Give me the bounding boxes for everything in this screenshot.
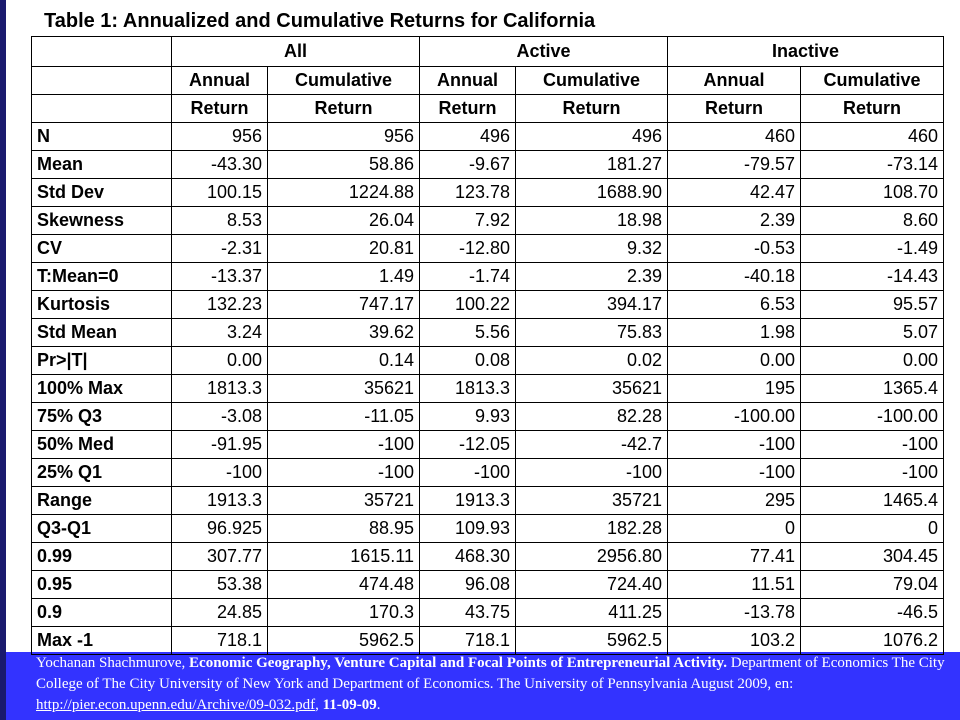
table-cell: 0 — [668, 515, 801, 543]
table-cell: 5962.5 — [516, 627, 668, 655]
subheader-return: Return — [172, 95, 268, 123]
table-cell: 2.39 — [516, 263, 668, 291]
table-cell: -100.00 — [668, 403, 801, 431]
subheader-return: Return — [516, 95, 668, 123]
table-cell: -100 — [420, 459, 516, 487]
table-cell: -100 — [668, 459, 801, 487]
group-header-inactive: Inactive — [668, 37, 944, 67]
table-cell: 79.04 — [801, 571, 944, 599]
table-row — [32, 291, 944, 319]
group-header-active: Active — [420, 37, 668, 67]
table-cell: 1615.11 — [268, 543, 420, 571]
table-cell: 747.17 — [268, 291, 420, 319]
subheader-row-1 — [32, 67, 944, 95]
table-row — [32, 515, 944, 543]
row-label: 75% Q3 — [32, 403, 172, 431]
table-cell: 170.3 — [268, 599, 420, 627]
subheader-return: Return — [420, 95, 516, 123]
table-cell: -12.05 — [420, 431, 516, 459]
table-body — [32, 123, 944, 655]
row-label: Skewness — [32, 207, 172, 235]
table-cell: 88.95 — [268, 515, 420, 543]
table-cell: -100.00 — [801, 403, 944, 431]
table-cell: 1913.3 — [420, 487, 516, 515]
table-cell: 718.1 — [420, 627, 516, 655]
table-cell: 5962.5 — [268, 627, 420, 655]
table-cell: 18.98 — [516, 207, 668, 235]
subheader-return: Return — [268, 95, 420, 123]
table-cell: 411.25 — [516, 599, 668, 627]
table-cell: 0.00 — [668, 347, 801, 375]
table-cell: 1913.3 — [172, 487, 268, 515]
table-cell: 394.17 — [516, 291, 668, 319]
group-header-row — [32, 37, 944, 67]
table-row — [32, 403, 944, 431]
table-cell: -40.18 — [668, 263, 801, 291]
table-cell: 5.07 — [801, 319, 944, 347]
table-cell: 195 — [668, 375, 801, 403]
row-label: Pr>|T| — [32, 347, 172, 375]
table-cell: 181.27 — [516, 151, 668, 179]
table-row — [32, 599, 944, 627]
subheader-annual: Annual — [668, 67, 801, 95]
table-cell: 9.32 — [516, 235, 668, 263]
row-label: Std Mean — [32, 319, 172, 347]
table-row — [32, 459, 944, 487]
row-label: 0.99 — [32, 543, 172, 571]
table-cell: 1813.3 — [172, 375, 268, 403]
citation-affiliation: Department of Economics The City College of The City University of New York and Department of Economics. The University of Pennsylvania August 2009, en: — [36, 655, 945, 692]
table-cell: 468.30 — [420, 543, 516, 571]
row-label: 25% Q1 — [32, 459, 172, 487]
subheader-cumulative: Cumulative — [801, 67, 944, 95]
table-cell: 1.98 — [668, 319, 801, 347]
table-cell: 109.93 — [420, 515, 516, 543]
table-row — [32, 347, 944, 375]
table-cell: 724.40 — [516, 571, 668, 599]
table-cell: 1076.2 — [801, 627, 944, 655]
table-cell: 108.70 — [801, 179, 944, 207]
subheader-row-2 — [32, 95, 944, 123]
table-cell: -3.08 — [172, 403, 268, 431]
table-cell: 100.22 — [420, 291, 516, 319]
table-row — [32, 123, 944, 151]
table-cell: 8.60 — [801, 207, 944, 235]
row-label: 100% Max — [32, 375, 172, 403]
table-cell: 132.23 — [172, 291, 268, 319]
subheader-return: Return — [668, 95, 801, 123]
table-cell: -91.95 — [172, 431, 268, 459]
table-cell: -100 — [668, 431, 801, 459]
row-label: 0.95 — [32, 571, 172, 599]
table-row — [32, 263, 944, 291]
table-cell: -43.30 — [172, 151, 268, 179]
row-label: T:Mean=0 — [32, 263, 172, 291]
subheader-return: Return — [801, 95, 944, 123]
table-cell: 1813.3 — [420, 375, 516, 403]
table-cell: 35621 — [516, 375, 668, 403]
table-row — [32, 431, 944, 459]
table-cell: 956 — [268, 123, 420, 151]
table-row — [32, 571, 944, 599]
row-label: Max -1 — [32, 627, 172, 655]
row-label: 0.9 — [32, 599, 172, 627]
corner-cell — [32, 95, 172, 123]
subheader-annual: Annual — [420, 67, 516, 95]
citation-paper-title: Economic Geography, Venture Capital and Focal Points of Entrepreneurial Activity. — [189, 655, 727, 671]
table-cell: 5.56 — [420, 319, 516, 347]
table-cell: 0.14 — [268, 347, 420, 375]
table-row — [32, 151, 944, 179]
table-cell: 96.925 — [172, 515, 268, 543]
table-cell: 39.62 — [268, 319, 420, 347]
table-cell: 103.2 — [668, 627, 801, 655]
row-label: Q3-Q1 — [32, 515, 172, 543]
table-cell: 95.57 — [801, 291, 944, 319]
table-cell: 182.28 — [516, 515, 668, 543]
row-label: 50% Med — [32, 431, 172, 459]
table-cell: -12.80 — [420, 235, 516, 263]
table-row — [32, 207, 944, 235]
table-cell: 460 — [801, 123, 944, 151]
table-cell: 0.00 — [172, 347, 268, 375]
table-cell: 53.38 — [172, 571, 268, 599]
table-cell: 58.86 — [268, 151, 420, 179]
row-label: Mean — [32, 151, 172, 179]
table-row — [32, 543, 944, 571]
corner-cell — [32, 67, 172, 95]
table-cell: 718.1 — [172, 627, 268, 655]
table-cell: 35721 — [516, 487, 668, 515]
table-cell: 1688.90 — [516, 179, 668, 207]
table-cell: 35721 — [268, 487, 420, 515]
table-cell: 43.75 — [420, 599, 516, 627]
table-cell: 123.78 — [420, 179, 516, 207]
table-cell: -100 — [801, 459, 944, 487]
table-cell: 295 — [668, 487, 801, 515]
table-cell: 100.15 — [172, 179, 268, 207]
table-cell: 0.08 — [420, 347, 516, 375]
group-header-all: All — [172, 37, 420, 67]
table-cell: 304.45 — [801, 543, 944, 571]
row-label: Range — [32, 487, 172, 515]
table-cell: -1.74 — [420, 263, 516, 291]
table-cell: -100 — [268, 459, 420, 487]
table-cell: -42.7 — [516, 431, 668, 459]
table-cell: -46.5 — [801, 599, 944, 627]
table-cell: -14.43 — [801, 263, 944, 291]
subheader-cumulative: Cumulative — [268, 67, 420, 95]
row-label: Kurtosis — [32, 291, 172, 319]
table-cell: -13.37 — [172, 263, 268, 291]
row-label: Std Dev — [32, 179, 172, 207]
table-cell: -13.78 — [668, 599, 801, 627]
subheader-annual: Annual — [172, 67, 268, 95]
table-cell: -11.05 — [268, 403, 420, 431]
table-cell: 307.77 — [172, 543, 268, 571]
table-row — [32, 375, 944, 403]
table-cell: 42.47 — [668, 179, 801, 207]
table-cell: 9.93 — [420, 403, 516, 431]
table-panel — [6, 0, 960, 652]
table-cell: 460 — [668, 123, 801, 151]
citation-author: Yochanan Shachmurove, — [36, 655, 186, 671]
table-cell: 35621 — [268, 375, 420, 403]
table-cell: 20.81 — [268, 235, 420, 263]
citation-date: 11-09-09 — [322, 697, 377, 713]
table-cell: 956 — [172, 123, 268, 151]
table-cell: -79.57 — [668, 151, 801, 179]
table-cell: 1365.4 — [801, 375, 944, 403]
table-cell: 75.83 — [516, 319, 668, 347]
table-title: Table 1: Annualized and Cumulative Returns for California — [44, 10, 596, 32]
table-cell: 0.00 — [801, 347, 944, 375]
citation-link[interactable]: http://pier.econ.upenn.edu/Archive/09-032.pdf — [36, 697, 316, 713]
table-cell: -73.14 — [801, 151, 944, 179]
citation-footer — [36, 653, 956, 716]
subheader-cumulative: Cumulative — [516, 67, 668, 95]
table-cell: 474.48 — [268, 571, 420, 599]
table-row — [32, 487, 944, 515]
table-cell: -100 — [516, 459, 668, 487]
table-cell: -2.31 — [172, 235, 268, 263]
corner-cell — [32, 37, 172, 67]
table-cell: -100 — [801, 431, 944, 459]
table-cell: -100 — [268, 431, 420, 459]
table-cell: 0 — [801, 515, 944, 543]
table-cell: 2.39 — [668, 207, 801, 235]
table-row — [32, 235, 944, 263]
table-cell: 1224.88 — [268, 179, 420, 207]
table-cell: -9.67 — [420, 151, 516, 179]
table-cell: 82.28 — [516, 403, 668, 431]
table-cell: 6.53 — [668, 291, 801, 319]
table-cell: 0.02 — [516, 347, 668, 375]
row-label: CV — [32, 235, 172, 263]
table-cell: 26.04 — [268, 207, 420, 235]
table-cell: 1465.4 — [801, 487, 944, 515]
table-cell: 24.85 — [172, 599, 268, 627]
table-cell: 77.41 — [668, 543, 801, 571]
table-row — [32, 179, 944, 207]
table-cell: 496 — [420, 123, 516, 151]
table-cell: 7.92 — [420, 207, 516, 235]
table-cell: -100 — [172, 459, 268, 487]
returns-table — [31, 36, 944, 655]
citation-separator: , — [315, 697, 319, 713]
table-cell: 8.53 — [172, 207, 268, 235]
table-cell: 3.24 — [172, 319, 268, 347]
table-cell: 1.49 — [268, 263, 420, 291]
table-cell: 96.08 — [420, 571, 516, 599]
table-cell: -0.53 — [668, 235, 801, 263]
table-cell: 496 — [516, 123, 668, 151]
table-row — [32, 627, 944, 655]
table-cell: 11.51 — [668, 571, 801, 599]
table-cell: -1.49 — [801, 235, 944, 263]
table-row — [32, 319, 944, 347]
table-cell: 2956.80 — [516, 543, 668, 571]
row-label: N — [32, 123, 172, 151]
citation-end: . — [376, 697, 381, 713]
